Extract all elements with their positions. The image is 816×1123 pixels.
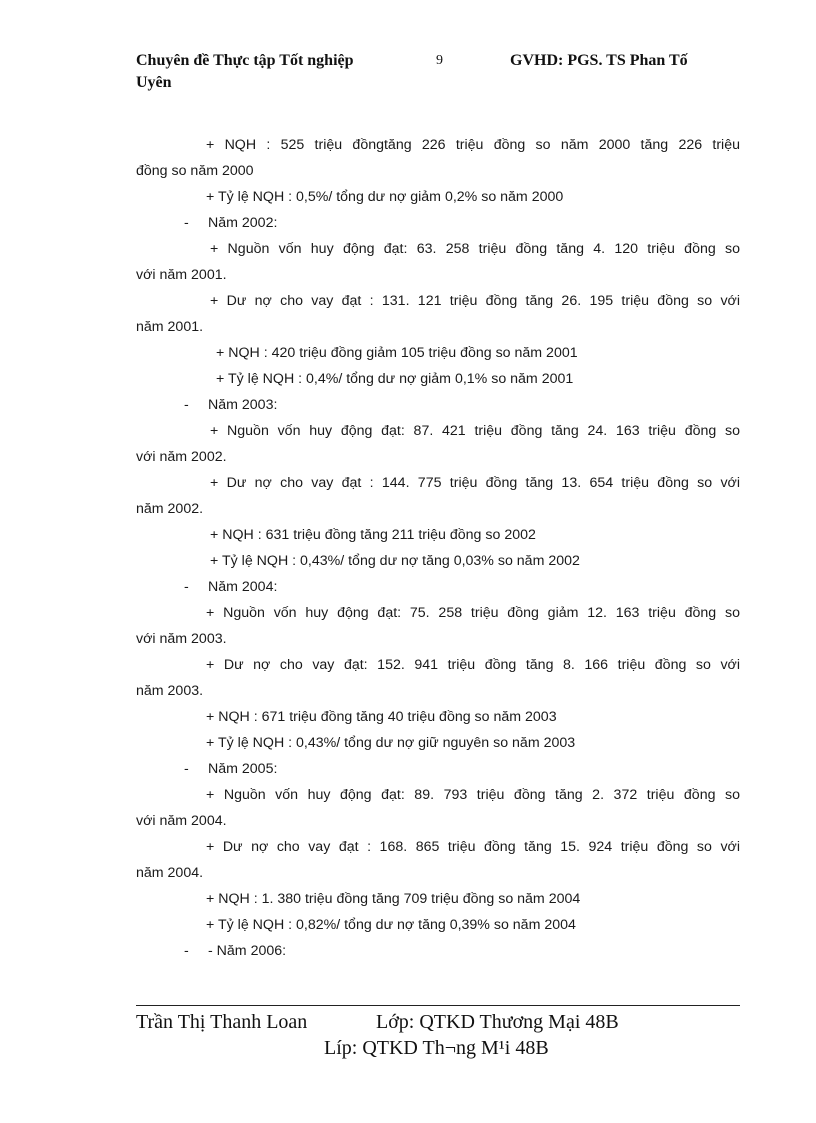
list-dash: - bbox=[184, 761, 189, 777]
body-line: + Nguồn vốn huy động đạt: 87. 421 triệu đồng tăng 24. 163 triệu đồng so bbox=[210, 423, 740, 439]
body-line: + Nguồn vốn huy động đạt: 63. 258 triệu đồng tăng 4. 120 triệu đồng so bbox=[210, 241, 740, 257]
body-line: + Nguồn vốn huy động đạt: 89. 793 triệu đồng tăng 2. 372 triệu đồng so bbox=[206, 787, 740, 803]
year-heading-2006 bbox=[136, 938, 740, 964]
body-line: với năm 2002. bbox=[136, 449, 227, 465]
year-heading-2005 bbox=[136, 756, 740, 782]
body-line: với năm 2003. bbox=[136, 631, 227, 647]
author-name: Trần Thị Thanh Loan bbox=[136, 1011, 308, 1033]
list-dash: - bbox=[184, 215, 189, 231]
body-line: + Tỷ lệ NQH : 0,4%/ tổng dư nợ giảm 0,1% so năm 2001 bbox=[216, 371, 574, 387]
list-dash: - bbox=[184, 943, 189, 959]
body-line: + Tỷ lệ NQH : 0,43%/ tổng dư nợ tăng 0,03% so năm 2002 bbox=[210, 553, 580, 569]
body-line: với năm 2004. bbox=[136, 813, 227, 829]
body-line: năm 2004. bbox=[136, 865, 204, 881]
class-label: Lớp: QTKD Thương Mại 48B bbox=[376, 1011, 619, 1033]
class-label-legacy-encoding: Líp: QTKD Th¬ng M¹i 48B bbox=[324, 1037, 549, 1059]
header-left bbox=[136, 50, 406, 94]
year-label: - Năm 2006: bbox=[208, 943, 287, 959]
year-heading-2003 bbox=[136, 392, 740, 418]
body-line: + Tỷ lệ NQH : 0,5%/ tổng dư nợ giảm 0,2% so năm 2000 bbox=[206, 189, 564, 205]
year-heading-2004 bbox=[136, 574, 740, 600]
body-line: + Dư nợ cho vay đạt : 144. 775 triệu đồng tăng 13. 654 triệu đồng so với bbox=[210, 475, 740, 491]
year-label: Năm 2004: bbox=[208, 579, 278, 595]
body-line: năm 2002. bbox=[136, 501, 204, 517]
body-line: + NQH : 525 triệu đồngtăng 226 triệu đồng so năm 2000 tăng 226 triệu bbox=[206, 137, 740, 153]
list-dash: - bbox=[184, 579, 189, 595]
body-line: + Dư nợ cho vay đạt : 131. 121 triệu đồng tăng 26. 195 triệu đồng so với bbox=[210, 293, 740, 309]
body-line: + NQH : 420 triệu đồng giảm 105 triệu đồng so năm 2001 bbox=[216, 345, 578, 361]
footer-divider bbox=[136, 1005, 740, 1006]
list-dash: - bbox=[184, 397, 189, 413]
year-label: Năm 2003: bbox=[208, 397, 278, 413]
year-label: Năm 2005: bbox=[208, 761, 278, 777]
body-line: + Tỷ lệ NQH : 0,82%/ tổng dư nợ tăng 0,39% so năm 2004 bbox=[206, 917, 576, 933]
year-label: Năm 2002: bbox=[208, 215, 278, 231]
body-line: năm 2001. bbox=[136, 319, 204, 335]
advisor-label: GVHD: PGS. TS Phan Tố bbox=[510, 52, 688, 69]
document-body bbox=[136, 132, 740, 964]
body-line: + NQH : 671 triệu đồng tăng 40 triệu đồng so năm 2003 bbox=[206, 709, 557, 725]
advisor-name-continuation: Uyên bbox=[136, 74, 172, 91]
body-line: + Tỷ lệ NQH : 0,43%/ tổng dư nợ giữ nguyên so năm 2003 bbox=[206, 735, 576, 751]
page-number: 9 bbox=[436, 53, 443, 68]
body-line: với năm 2001. bbox=[136, 267, 227, 283]
footer-line bbox=[136, 1009, 740, 1035]
body-line: + NQH : 631 triệu đồng tăng 211 triệu đồng so 2002 bbox=[210, 527, 536, 543]
body-line: đồng so năm 2000 bbox=[136, 163, 254, 179]
body-line: + Dư nợ cho vay đạt : 168. 865 triệu đồng tăng 15. 924 triệu đồng so với bbox=[206, 839, 740, 855]
body-line: + Dư nợ cho vay đạt: 152. 941 triệu đồng tăng 8. 166 triệu đồng so với bbox=[206, 657, 740, 673]
body-line: + Nguồn vốn huy động đạt: 75. 258 triệu đồng giảm 12. 163 triệu đồng so bbox=[206, 605, 740, 621]
page-footer bbox=[136, 1009, 740, 1061]
year-heading-2002 bbox=[136, 210, 740, 236]
document-title: Chuyên đề Thực tập Tốt nghiệp bbox=[136, 52, 354, 69]
body-line: + NQH : 1. 380 triệu đồng tăng 709 triệu đồng so năm 2004 bbox=[206, 891, 581, 907]
body-line: năm 2003. bbox=[136, 683, 204, 699]
